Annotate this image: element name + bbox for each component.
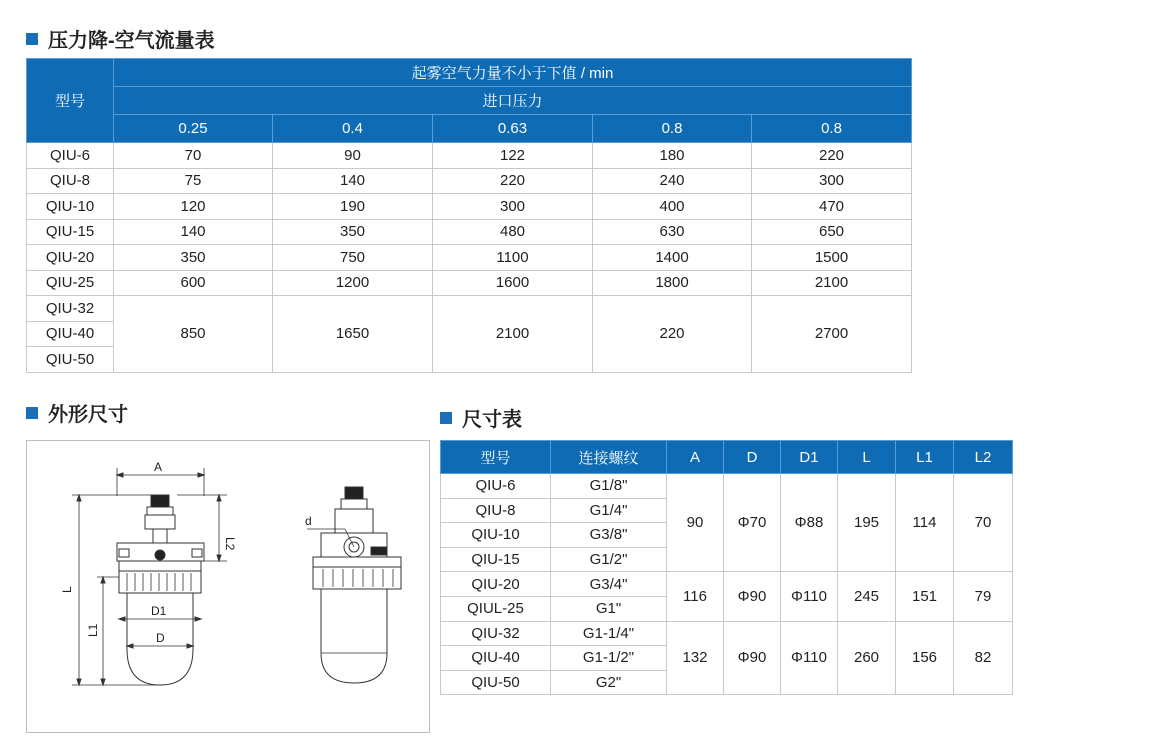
section-title-flow bbox=[26, 24, 215, 53]
dimension-value-cell: 195 bbox=[838, 474, 896, 572]
flow-value-cell: 400 bbox=[593, 194, 752, 220]
thread-cell: G3/4" bbox=[551, 572, 667, 597]
model-cell: QIU-20 bbox=[441, 572, 551, 597]
dim-header: 型号 bbox=[441, 441, 551, 474]
flow-value-cell: 75 bbox=[114, 168, 273, 194]
model-cell: QIU-8 bbox=[441, 498, 551, 523]
thread-cell: G1" bbox=[551, 596, 667, 621]
dimension-table-body bbox=[441, 474, 1013, 695]
square-bullet-icon bbox=[440, 412, 452, 424]
flow-value-cell: 350 bbox=[114, 245, 273, 271]
flow-value-cell: 480 bbox=[433, 219, 593, 245]
model-cell: QIU-32 bbox=[441, 621, 551, 646]
dimension-value-cell: Φ110 bbox=[781, 572, 838, 621]
flow-value-cell: 850 bbox=[114, 296, 273, 373]
dim-header: L2 bbox=[954, 441, 1013, 474]
header-line1: 起雾空气力量不小于下值 / min bbox=[114, 59, 912, 87]
flow-value-cell: 90 bbox=[273, 143, 433, 169]
header-line2: 进口压力 bbox=[114, 87, 912, 115]
label-d: D bbox=[156, 631, 165, 645]
thread-cell: G1-1/2" bbox=[551, 646, 667, 671]
dimension-value-cell: 151 bbox=[896, 572, 954, 621]
header-pressure: 0.63 bbox=[433, 115, 593, 143]
thread-cell: G3/8" bbox=[551, 523, 667, 548]
outline-drawing bbox=[26, 440, 430, 733]
flow-value-cell: 630 bbox=[593, 219, 752, 245]
flow-value-cell: 600 bbox=[114, 270, 273, 296]
flow-value-cell: 2700 bbox=[752, 296, 912, 373]
model-cell: QIU-25 bbox=[27, 270, 114, 296]
flow-value-cell: 1200 bbox=[273, 270, 433, 296]
dimension-value-cell: Φ90 bbox=[724, 621, 781, 695]
flow-value-cell: 1600 bbox=[433, 270, 593, 296]
dim-header: L1 bbox=[896, 441, 954, 474]
label-l: L bbox=[60, 586, 74, 593]
table-row bbox=[441, 474, 1013, 499]
table-row bbox=[27, 168, 912, 194]
model-cell: QIU-10 bbox=[27, 194, 114, 220]
dimension-value-cell: 260 bbox=[838, 621, 896, 695]
model-cell: QIU-40 bbox=[441, 646, 551, 671]
flow-value-cell: 1400 bbox=[593, 245, 752, 271]
label-l1: L1 bbox=[86, 623, 100, 637]
dimension-value-cell: Φ110 bbox=[781, 621, 838, 695]
flow-table bbox=[26, 58, 912, 373]
label-a: A bbox=[154, 460, 163, 474]
flow-value-cell: 2100 bbox=[752, 270, 912, 296]
flow-value-cell: 180 bbox=[593, 143, 752, 169]
flow-value-cell: 220 bbox=[593, 296, 752, 373]
flow-value-cell: 650 bbox=[752, 219, 912, 245]
dim-header: 连接螺纹 bbox=[551, 441, 667, 474]
flow-value-cell: 140 bbox=[273, 168, 433, 194]
flow-value-cell: 70 bbox=[114, 143, 273, 169]
flow-value-cell: 2100 bbox=[433, 296, 593, 373]
flow-table-body bbox=[27, 143, 912, 373]
model-cell: QIU-40 bbox=[27, 321, 114, 347]
header-pressure: 0.8 bbox=[593, 115, 752, 143]
dimension-value-cell: 116 bbox=[667, 572, 724, 621]
flow-value-cell: 220 bbox=[752, 143, 912, 169]
label-d-small: d bbox=[305, 514, 312, 528]
section-title-text: 尺寸表 bbox=[462, 409, 522, 431]
dimension-value-cell: 132 bbox=[667, 621, 724, 695]
flow-value-cell: 1650 bbox=[273, 296, 433, 373]
header-pressure: 0.4 bbox=[273, 115, 433, 143]
table-row bbox=[27, 194, 912, 220]
dimension-value-cell: 90 bbox=[667, 474, 724, 572]
flow-value-cell: 1100 bbox=[433, 245, 593, 271]
section-title-dimensions bbox=[440, 403, 522, 432]
table-row bbox=[27, 296, 912, 322]
table-row bbox=[441, 621, 1013, 646]
dim-header: A bbox=[667, 441, 724, 474]
flow-value-cell: 300 bbox=[433, 194, 593, 220]
header-pressure: 0.25 bbox=[114, 115, 273, 143]
square-bullet-icon bbox=[26, 407, 38, 419]
table-row bbox=[27, 143, 912, 169]
dim-header: D bbox=[724, 441, 781, 474]
dimension-value-cell: 70 bbox=[954, 474, 1013, 572]
dimension-value-cell: 79 bbox=[954, 572, 1013, 621]
square-bullet-icon bbox=[26, 33, 38, 45]
dimension-value-cell: 156 bbox=[896, 621, 954, 695]
flow-value-cell: 1800 bbox=[593, 270, 752, 296]
flow-value-cell: 300 bbox=[752, 168, 912, 194]
model-cell: QIU-6 bbox=[441, 474, 551, 499]
lubricator-drawing-svg bbox=[27, 441, 429, 732]
flow-value-cell: 470 bbox=[752, 194, 912, 220]
flow-value-cell: 220 bbox=[433, 168, 593, 194]
table-row bbox=[27, 245, 912, 271]
flow-value-cell: 1500 bbox=[752, 245, 912, 271]
dimension-value-cell: Φ70 bbox=[724, 474, 781, 572]
model-cell: QIU-10 bbox=[441, 523, 551, 548]
dimension-value-cell: Φ90 bbox=[724, 572, 781, 621]
model-cell: QIU-15 bbox=[441, 547, 551, 572]
flow-value-cell: 190 bbox=[273, 194, 433, 220]
table-row bbox=[27, 219, 912, 245]
model-cell: QIU-50 bbox=[27, 347, 114, 373]
dimension-value-cell: 82 bbox=[954, 621, 1013, 695]
label-d1: D1 bbox=[151, 604, 167, 618]
dimension-value-cell: 245 bbox=[838, 572, 896, 621]
section-title-text: 外形尺寸 bbox=[48, 404, 128, 426]
model-cell: QIU-15 bbox=[27, 219, 114, 245]
table-row bbox=[27, 270, 912, 296]
table-row bbox=[441, 572, 1013, 597]
dim-header: L bbox=[838, 441, 896, 474]
thread-cell: G1/4" bbox=[551, 498, 667, 523]
model-cell: QIU-6 bbox=[27, 143, 114, 169]
model-cell: QIU-50 bbox=[441, 670, 551, 695]
dimension-table bbox=[440, 440, 1013, 695]
flow-value-cell: 122 bbox=[433, 143, 593, 169]
section-title-text: 压力降-空气流量表 bbox=[48, 30, 215, 52]
flow-value-cell: 140 bbox=[114, 219, 273, 245]
label-l2: L2 bbox=[223, 537, 237, 551]
dimension-value-cell: 114 bbox=[896, 474, 954, 572]
flow-value-cell: 240 bbox=[593, 168, 752, 194]
model-cell: QIU-32 bbox=[27, 296, 114, 322]
header-model: 型号 bbox=[27, 59, 114, 143]
header-pressure: 0.8 bbox=[752, 115, 912, 143]
model-cell: QIU-20 bbox=[27, 245, 114, 271]
dimension-value-cell: Φ88 bbox=[781, 474, 838, 572]
thread-cell: G1/8" bbox=[551, 474, 667, 499]
flow-value-cell: 350 bbox=[273, 219, 433, 245]
model-cell: QIUL-25 bbox=[441, 596, 551, 621]
flow-value-cell: 750 bbox=[273, 245, 433, 271]
model-cell: QIU-8 bbox=[27, 168, 114, 194]
thread-cell: G1/2" bbox=[551, 547, 667, 572]
thread-cell: G1-1/4" bbox=[551, 621, 667, 646]
flow-value-cell: 120 bbox=[114, 194, 273, 220]
dim-header: D1 bbox=[781, 441, 838, 474]
section-title-outline bbox=[26, 398, 128, 427]
thread-cell: G2" bbox=[551, 670, 667, 695]
